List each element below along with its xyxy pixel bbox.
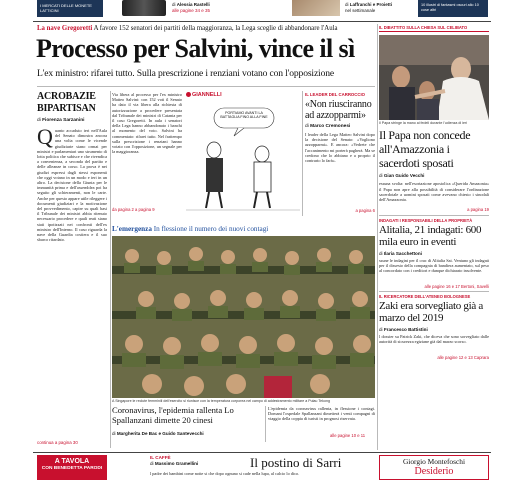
cartoon-label-text: GIANNELLI	[192, 92, 222, 98]
left-byline	[37, 118, 107, 123]
caffe-headline[interactable]: Il postino di Sarri	[250, 455, 342, 470]
main-kicker-text: A favore 152 senatori dei partiti della maggioranza, la Lega sceglie di abbandonare l'Aula	[93, 25, 338, 32]
virus-kicker-text: In flessione il numero dei nuovi contagi	[153, 225, 269, 233]
virus-photo[interactable]	[112, 236, 375, 398]
cartoon-bullet-icon	[186, 92, 191, 97]
top-strip	[0, 0, 527, 19]
left-continues[interactable]: continua a pagina 30	[37, 440, 78, 445]
prefix: di	[112, 431, 116, 436]
left-body-text: uanto accaduto ieri nell'Aula del Senato dimostra ancora una volta come le vicende giudiziarie siano ormai per ministri e parlamentari uno strumento di lotta politica che subisce e che rivendica a convenienza, a seconda del partito e delle alleanze in corso. La prova è nei giudizi espressi dagli stessi esponenti che oggi votano in un modo e ieri in un altro. La decisione della Giunta per le immunità prima e dell'assemblea poi ha seguito gli schieramenti, non le carte. Anche per questo appare utile rileggere i documenti giudiziari e la motivazione del provvedimento, capire su quali basi il Tribunale dei ministri abbia ritenuto necessario procedere e quali reati siano stati ipotizzati nei confronti dell'ex ministro dell'Interno. Il caso riguarda la nave della Guardia costiera e il suo sbarco ritardato.	[37, 128, 107, 243]
top-strip-right[interactable]	[345, 2, 392, 14]
pope-body: essuna svolta: nell'esortazione apostolica «Querida Amazonia» il Papa non apre alla possibilità di considerare l'ordinazione sacerdotale a uomini sposati come avevano chiesto i sinodali dell'Amazzonia.	[379, 181, 489, 203]
zaki-kicker: IL RICERCATORE DELL'ATENEO BOLOGNESE	[379, 291, 489, 299]
alitalia-continues[interactable]: alle pagine 16 e 17 Bertoni, Savelli	[424, 283, 489, 289]
col-divider-right	[377, 24, 378, 450]
prefix: di	[172, 2, 176, 7]
top-strip-far-right-box[interactable]	[418, 0, 488, 17]
ad-title: Desiderio	[414, 466, 454, 477]
virus-continues[interactable]: alle pagine 10 e 11	[330, 433, 366, 438]
top-strip-left-text: I MERCATI DELLE MONETE LATTICINI	[40, 3, 92, 13]
opinion-headline[interactable]: «Non riusciranno ad azzopparmi»	[305, 99, 372, 121]
top-strip-left-box[interactable]	[37, 0, 103, 17]
alitalia-headline[interactable]: Alitalia, 21 indagati: 600 mila euro in eventi	[379, 223, 482, 248]
main-body-text: Via libera al processo per l'ex ministro Matteo Salvini: con 152 voti il Senato ha dato il via libera alla richiesta di autorizzazione a procedere presentata dal Tribunale dei ministri di Catania per il caso Gregoretti. In aula i senatori della Lega hanno abbandonato i banchi al momento del voto. Salvini ha commentato: rifarei tutto. Nel frattempo sulla prescrizione i renziani hanno votato con l'opposizione, un segnale per la maggioranza.	[112, 92, 182, 155]
cartoon	[186, 92, 300, 216]
virus-kicker-label: L'emergenza	[112, 225, 152, 233]
top-strip-far-right-text: 10 illustri di fantasmi oscuri allo 10 cose altri	[421, 3, 479, 12]
col-divider-1	[110, 91, 111, 448]
alitalia-byline	[379, 251, 489, 256]
alitalia-author: Ilaria Sacchettoni	[383, 250, 422, 256]
main-subhead-divider	[37, 86, 375, 87]
left-column	[37, 91, 107, 451]
cartoon-label	[186, 92, 300, 98]
virus-kicker-bar[interactable]	[112, 224, 375, 235]
virus-authors: Margherita De Bac e Guido Santevecchi	[116, 431, 204, 436]
alitalia-body: ssune le indagini per il crac di Alitalia Sai. Ventuno gli indagati per il dissesto della compagnia di bandiera aumentato, sul peso al concordato con i creditori e dunque dichiarato insolvente.	[379, 257, 489, 273]
pope-caption: Il Papa stringe la mano ai fedeli durante l'udienza di ieri	[379, 121, 467, 125]
top-strip-mid-pages: alle pagine 34 e 35	[172, 8, 211, 13]
caffe-label	[150, 455, 198, 467]
prefix: di	[379, 250, 383, 256]
zaki-body: l dossier su Patrick Zaki, che diceva che sono sorvegliato dalle autorità di sicurezza egiziane già dal marzo scorso.	[379, 333, 489, 344]
pope-continues[interactable]: a pagina 19	[467, 207, 489, 213]
opinion-byline	[305, 124, 375, 129]
bottom-divider	[33, 452, 491, 453]
prefix: di	[345, 2, 349, 7]
pope-kicker: IL DIBATTITO SULLA CHIESA SUL CELIBATO	[379, 25, 489, 32]
prefix: di	[379, 173, 383, 179]
right-column	[379, 25, 489, 453]
virus-byline	[112, 431, 262, 436]
promo-line2: CON BENEDETTA PARODI	[41, 466, 103, 471]
pope-byline	[379, 173, 489, 178]
caffe-label-text: IL CAFFÈ	[150, 455, 171, 460]
prefix: di	[37, 118, 41, 123]
caffe-author: Massimo Gramellini	[154, 461, 199, 466]
virus-caption: A Singapore le reclute femminili dell'esercito si riunisce con la temperatura corporea nel campo di addestramento militare a Pulau Tekong	[112, 399, 330, 403]
main-subhead[interactable]: L'ex ministro: rifarei tutto. Sulla prescrizione i renziani votano con l'opposizione	[37, 68, 334, 79]
top-strip-mid[interactable]	[172, 2, 210, 14]
main-body	[112, 92, 182, 214]
top-divider	[33, 21, 491, 22]
virus-body: L'epidemia da coronavirus rallenta, in flessione i contagi. Domani l'ospedale Spallanzani dimetterà i venti compagni di viaggio della coppia di turisti in prognosi riservata.	[268, 406, 375, 422]
col-divider-2	[302, 91, 303, 216]
ad-name: Giorgio Montefoschi	[402, 457, 466, 466]
virus-col-divider	[265, 406, 266, 442]
virus-headline[interactable]: Coronavirus, l'epidemia rallenta Lo Spallanzani dimette 20 cinesi	[112, 405, 234, 425]
cartoon-speech: PORTIAMO AVANTI LA BATTAGLIA FINO ALLA FINE	[220, 111, 268, 120]
opinion-author: Marco Cremonesi	[310, 124, 351, 129]
alitalia-kicker: INDAGATI I RESPONSABILI DELLA PROPRIETÀ	[379, 215, 489, 223]
pope-headline[interactable]: Il Papa non concede all'Amazzonia i sacerdoti sposati	[379, 128, 471, 171]
top-strip-right-sub: nel settimanale	[345, 8, 376, 13]
opinion-body: I leader della Lega Matteo Salvini dopo la decisione del Senato: «Vogliono azzopparmi». E ancora: «Vedrete che l'accanimento mi porterà pagherà. Ma se credono che lo abbiano e a proprio il contrario lo farà».	[305, 132, 375, 164]
zaki-headline[interactable]: Zaki era sorvegliato già a marzo del 2019	[379, 299, 483, 325]
pope-photo[interactable]	[379, 35, 489, 120]
caffe-column[interactable]	[150, 455, 375, 480]
main-continues[interactable]: da pagina 2 a pagina 9	[112, 207, 155, 212]
main-kicker-label: La nave Gregoretti	[37, 25, 93, 32]
top-strip-mid-author: Alessia Rastelli	[176, 2, 210, 7]
promo-box[interactable]	[37, 455, 107, 480]
opinion	[305, 92, 375, 216]
top-strip-photo	[292, 0, 340, 16]
main-kicker[interactable]	[37, 25, 377, 33]
opinion-kicker: IL LEADER DEL CARROCCIO	[305, 92, 366, 97]
opinion-continues[interactable]: a pagina 6	[355, 208, 375, 213]
zaki-continues[interactable]: alle pagine 12 e 13 Caprara	[437, 354, 489, 360]
ad-box[interactable]	[379, 455, 489, 480]
prefix: di	[305, 124, 309, 129]
prefix: di	[379, 326, 383, 332]
prefix: di	[150, 461, 154, 466]
caffe-body: l padre dei bambini come notte si che dopo ognuno si cade nella lupa, al calcio lo dico.	[150, 471, 300, 476]
main-headline[interactable]: Processo per Salvini, vince il sì	[36, 34, 355, 63]
zaki-author: Francesco Battistini	[383, 326, 428, 332]
left-kicker[interactable]: ACROBAZIE BIPARTISAN	[37, 91, 96, 114]
top-strip-right-author: Laffranchi e Proietti	[349, 2, 393, 7]
pope-author: Gian Guido Vecchi	[383, 173, 425, 179]
dropcap: Q	[37, 124, 53, 149]
left-author: Fiorenza Sarzanini	[42, 118, 85, 123]
zaki-byline	[379, 327, 489, 332]
top-strip-phone-image	[122, 0, 166, 16]
promo-line1: A TAVOLA	[54, 458, 90, 465]
left-body	[37, 124, 107, 243]
